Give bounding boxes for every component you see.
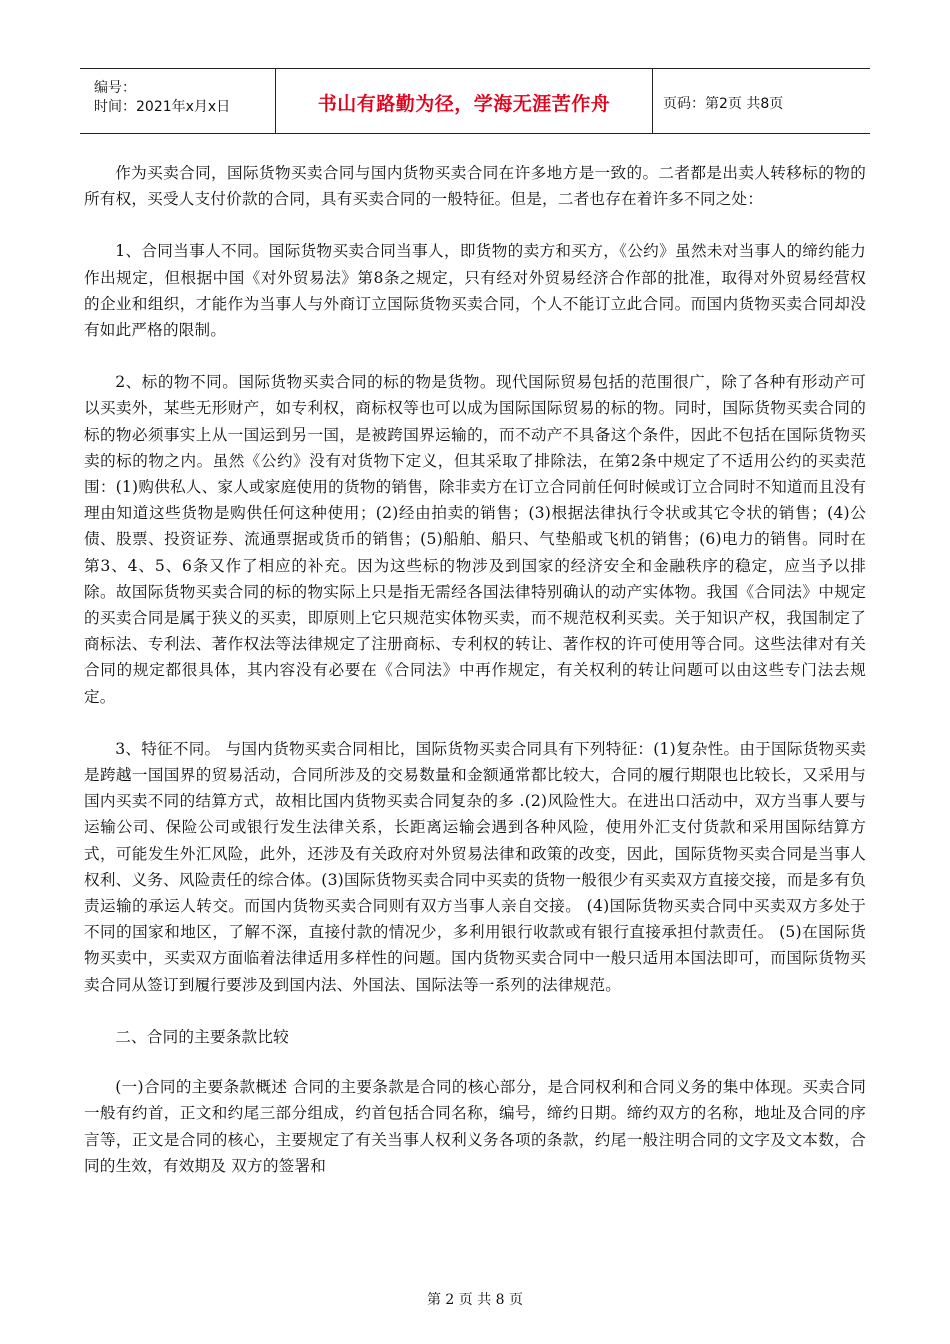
document-body [84, 160, 866, 1179]
page-footer: 第 2 页 共 8 页 [426, 1292, 524, 1308]
section-heading: 二、合同的主要条款比较 [115, 1027, 289, 1046]
point-2-paragraph: 2、标的物不同。国际货物买卖合同的标的物是货物。现代国际贸易包括的范围很广，除了各种有形动产可以买卖外，某些无形财产，如专利权，商标权等也可以成为国际国际贸易的标的物。同时，国际货物买卖合同的标的物必须事实上从一国运到另一国，是被跨国界运输的，而不动产不具备这个条件，因此不包括在国际货物买卖的标的物之内。虽然《公约》没有对货物下定义，但其采取了排除法，在第2条中规定了不适用公约的买卖范围：(1)购供私人、家人或家庭使用的货物的销售，除非卖方在订立合同前任何时候或订立合同时不知道而且没有理由知道这些货物是购供任何这种使用；(2)经由拍卖的销售；(3)根据法律执行令状或其它令状的销售；(4)公债、股票、投资证券、流通票据或货币的销售；(5)船舶、船只、气垫船或飞机的销售；(6)电力的销售。同时在第3、4、5、6条又作了相应的补充。因为这些标的物涉及到国家的经济安全和金融秩序的稳定，应当予以排除。故国际货物买卖合同的标的物实际上只是指无需经各国法律特别确认的动产实体物。我国《合同法》中规定的买卖合同是属于狭义的买卖，即原则上它只规范实体物买卖，而不规范权利买卖。关于知识产权，我国制定了商标法、专利法、著作权法等法律规定了注册商标、专利权的转让、著作权的许可使用等合同。这些法律对有关合同的规定都很具体，其内容没有必要在《合同法》中再作规定，有关权利的转让问题可以由这些专门法去规定。 [84, 373, 866, 706]
header-motto-cell [276, 69, 653, 133]
header-page-cell [653, 69, 870, 133]
header-motto: 书山有路勤为径，学海无涯苦作舟 [317, 93, 611, 115]
document-date: 时间：2021年x月x日 [94, 99, 231, 115]
document-header [80, 68, 870, 134]
header-meta-cell [80, 69, 276, 133]
intro-paragraph: 作为买卖合同，国际货物买卖合同与国内货物买卖合同在许多地方是一致的。二者都是出卖人转移标的物的所有权，买受人支付价款的合同，具有买卖合同的一般特征。但是，二者也存在着许多不同之处： [84, 164, 866, 209]
clause-overview-paragraph: (一)合同的主要条款概述 合同的主要条款是合同的核心部分，是合同权利和合同义务的集中体现。买卖合同一般有约首，正文和约尾三部分组成，约首包括合同名称，编号，缔约日期。缔约双方的名称，地址及合同的序言等，正文是合同的核心，主要规定了有关当事人权利义务各项的条款，约尾一般注明合同的文字及文本数，合同的生效，有效期及 双方的签署和 [84, 1078, 866, 1175]
header-page-info: 页码：第2页 共8页 [663, 96, 784, 112]
point-3-paragraph: 3、特征不同。 与国内货物买卖合同相比，国际货物买卖合同具有下列特征：(1)复杂性。由于国际货物买卖是跨越一国国界的贸易活动，合同所涉及的交易数量和金额通常都比较大，合同的履行期限也比较长，又采用与国内买卖不同的结算方式，故相比国内货物买卖合同复杂的多 .(2)风险性大。在进出口活动中，双方当事人要与运输公司、保险公司或银行发生法律关系，长距离运输会遇到各种风险，使用外汇支付货款和采用国际结算方式，可能发生外汇风险，此外，还涉及有关政府对外贸易法律和政策的改变，因此，国际货物买卖合同是当事人权利、义务、风险责任的综合体。(3)国际货物买卖合同中买卖的货物一般很少有买卖双方直接交接，而是多有负责运输的承运人转交。而国内货物买卖合同则有双方当事人亲自交接。 (4)国际货物买卖合同中买卖双方多处于不同的国家和地区，了解不深，直接付款的情况少，多利用银行收款或有银行直接承担付款责任。 (5)在国际货物买卖中，买卖双方面临着法律适用多样性的问题。国内货物买卖合同中一般只适用本国法即可，而国际货物买卖合同从签订到履行要涉及到国内法、外国法、国际法等一系列的法律规范。 [84, 739, 866, 994]
point-1-paragraph: 1、合同当事人不同。国际货物买卖合同当事人，即货物的卖方和买方，《公约》虽然未对当事人的缔约能力作出规定，但根据中国《对外贸易法》第8条之规定，只有经对外贸易经济合作部的批准，取得对外贸易经营权的企业和组织，才能作为当事人与外商订立国际货物买卖合同，个人不能订立此合同。而国内货物买卖合同却没有如此严格的限制。 [84, 242, 866, 340]
document-number-label: 编号： [94, 80, 136, 96]
